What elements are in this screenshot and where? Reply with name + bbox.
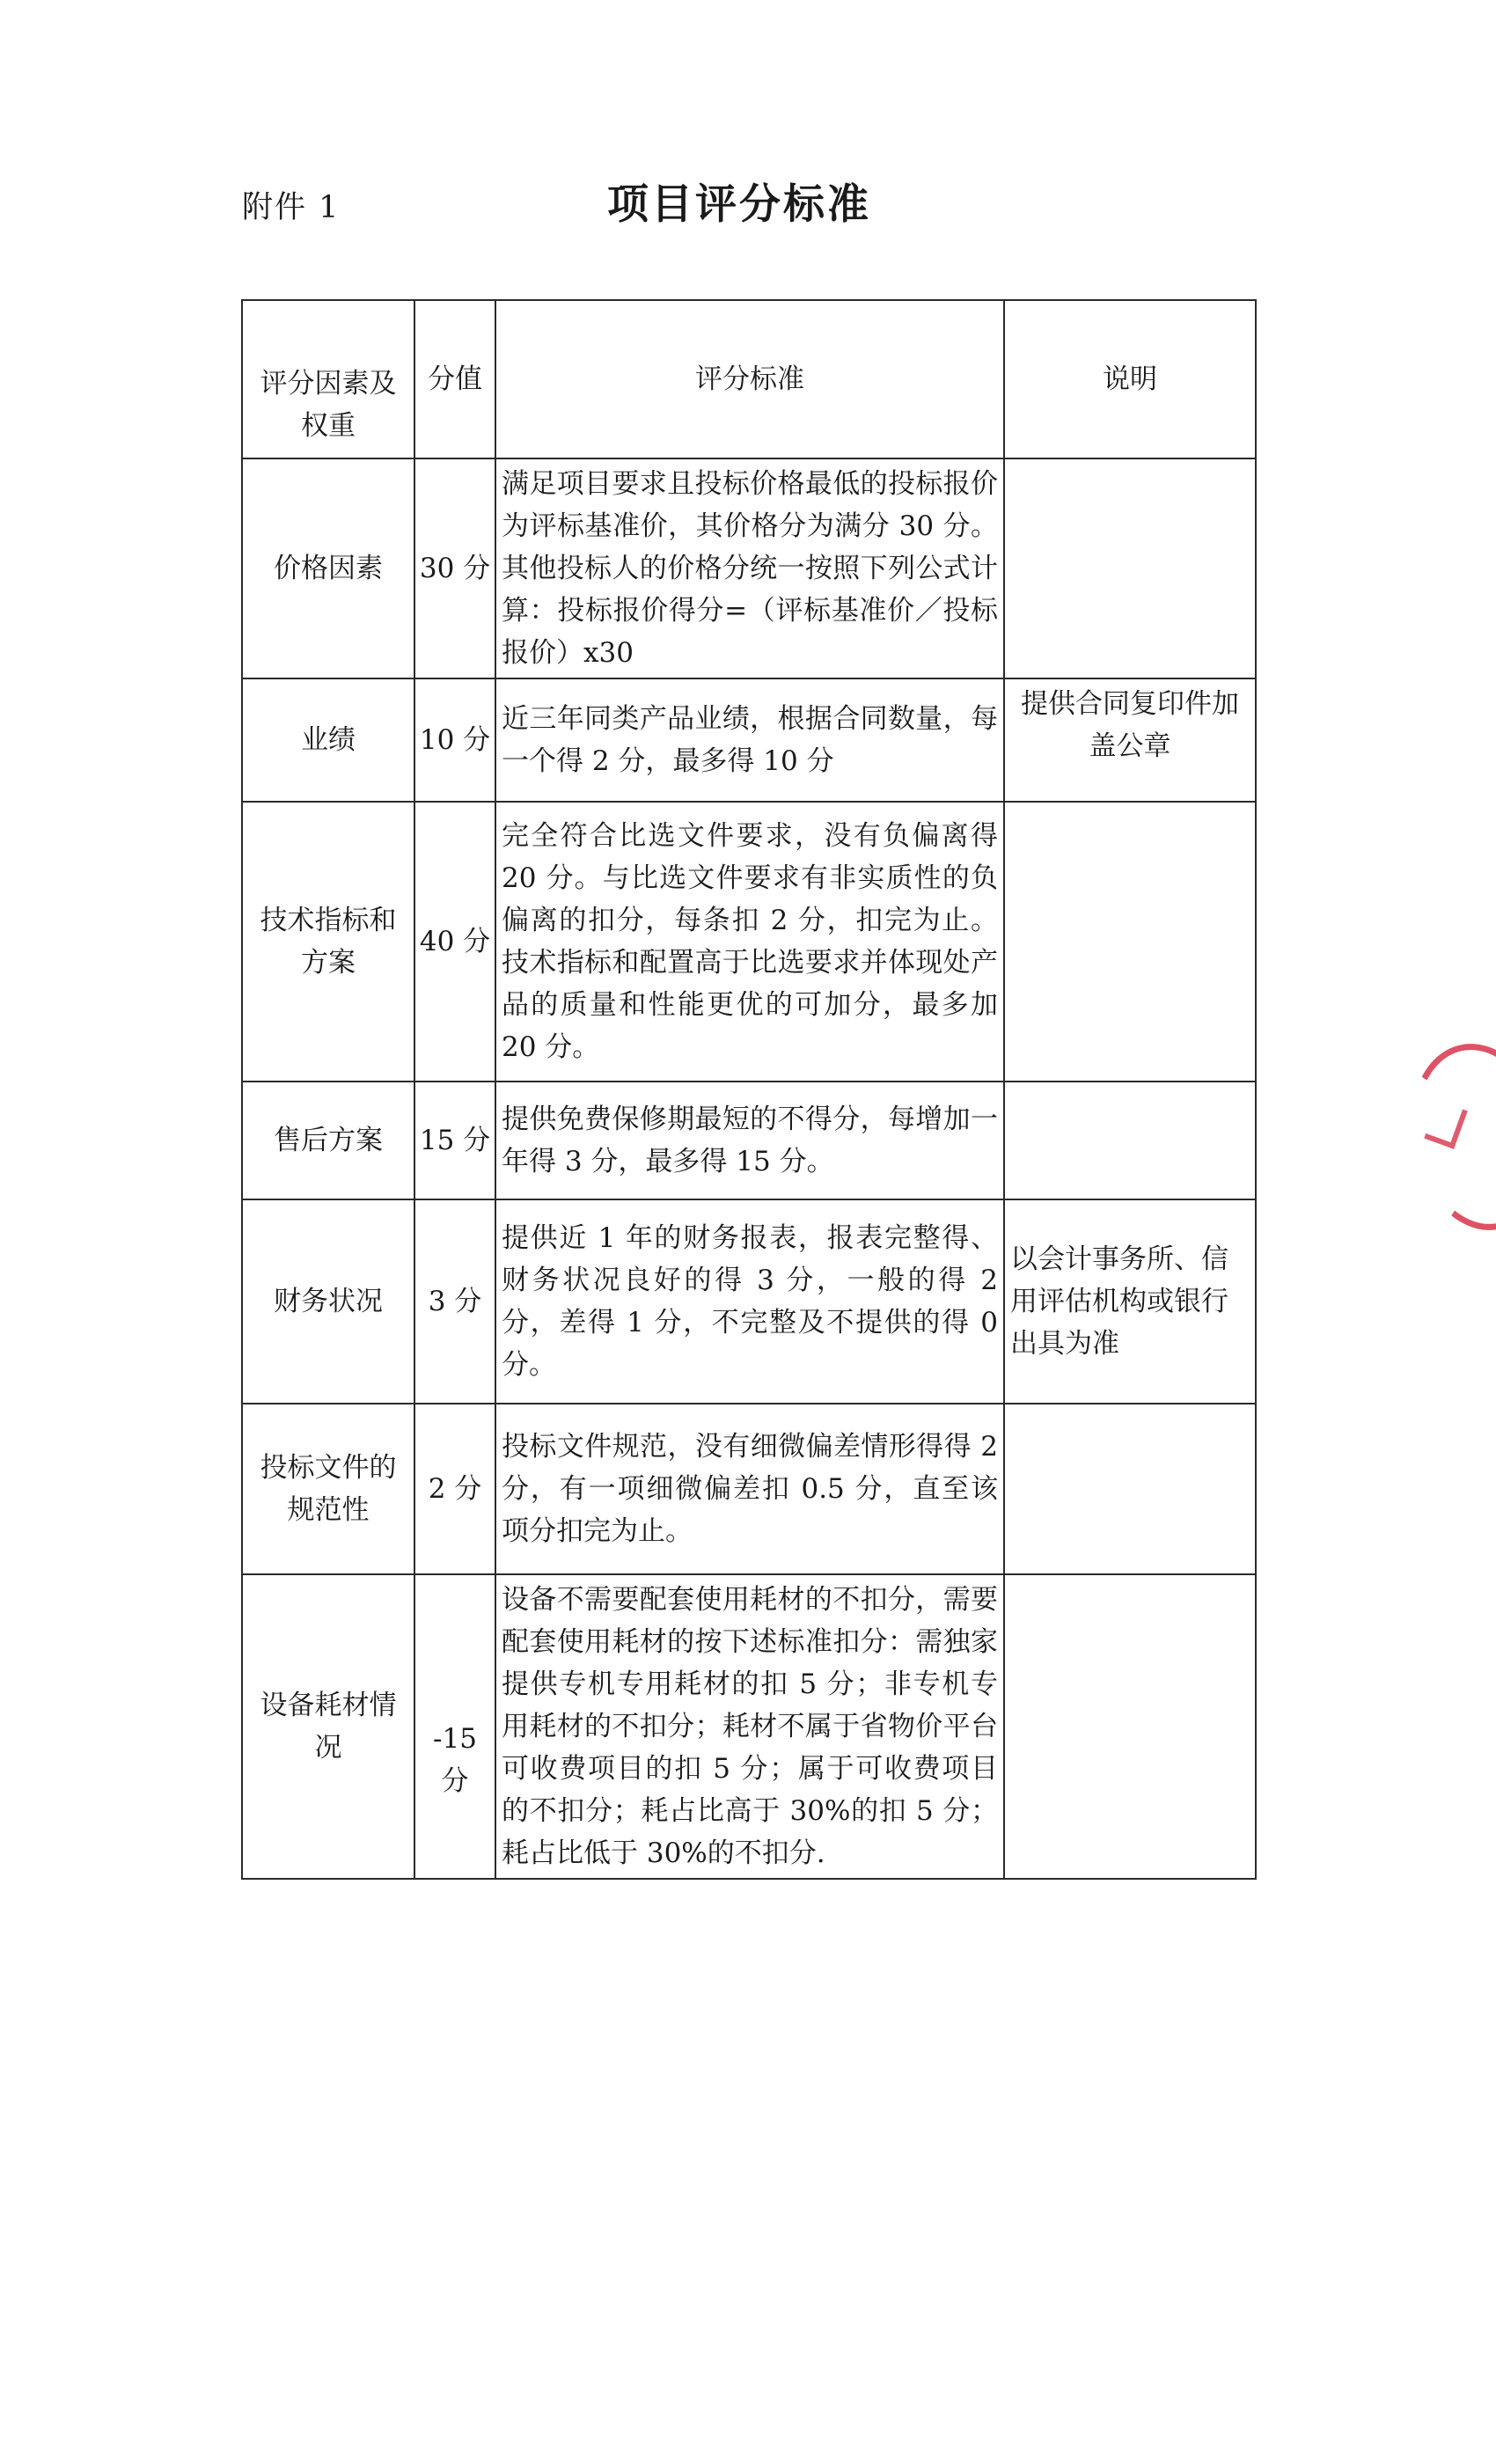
header-factor: 评分因素及权重 bbox=[242, 300, 414, 458]
row-criteria: 提供免费保修期最短的不得分，每增加一年得 3 分，最多得 15 分。 bbox=[495, 1082, 1004, 1199]
row-factor: 业绩 bbox=[242, 678, 414, 802]
table-row bbox=[242, 1199, 1256, 1404]
row-score: 15 分 bbox=[414, 1082, 495, 1199]
row-score: 40 分 bbox=[414, 802, 495, 1082]
row-note bbox=[1004, 1404, 1256, 1574]
page-title: 项目评分标准 bbox=[607, 180, 871, 229]
row-criteria: 设备不需要配套使用耗材的不扣分，需要配套使用耗材的按下述标准扣分：需独家提供专机专用耗材的扣 5 分；非专机专用耗材的不扣分；耗材不属于省物价平台可收费项目的扣 5 分；属于可收费项目的不扣分；耗占比高于 30%的扣 5 分；耗占比低于 30%的不扣分. bbox=[495, 1574, 1004, 1879]
row-score: 3 分 bbox=[414, 1199, 495, 1404]
row-score: 2 分 bbox=[414, 1404, 495, 1574]
header-score: 分值 bbox=[414, 300, 495, 458]
table-row bbox=[242, 802, 1256, 1082]
header-criteria: 评分标准 bbox=[495, 300, 1004, 458]
table-row bbox=[242, 678, 1256, 802]
table-row bbox=[242, 1082, 1256, 1199]
row-score: -15 分 bbox=[414, 1574, 495, 1879]
row-factor: 财务状况 bbox=[242, 1199, 414, 1404]
row-note: 提供合同复印件加盖公章 bbox=[1004, 678, 1256, 802]
table-row bbox=[242, 458, 1256, 678]
row-criteria: 提供近 1 年的财务报表，报表完整得、财务状况良好的得 3 分，一般的得 2 分，差得 1 分，不完整及不提供的得 0 分。 bbox=[495, 1199, 1004, 1404]
header-note: 说明 bbox=[1004, 300, 1256, 458]
row-criteria: 近三年同类产品业绩，根据合同数量，每一个得 2 分，最多得 10 分 bbox=[495, 678, 1004, 802]
scoring-table bbox=[241, 299, 1257, 1880]
row-criteria: 投标文件规范，没有细微偏差情形得得 2 分，有一项细微偏差扣 0.5 分，直至该项分扣完为止。 bbox=[495, 1404, 1004, 1574]
row-note bbox=[1004, 1082, 1256, 1199]
table-row bbox=[242, 1574, 1256, 1879]
row-note bbox=[1004, 802, 1256, 1082]
row-score: 30 分 bbox=[414, 458, 495, 678]
row-note: 以会计事务所、信用评估机构或银行出具为准 bbox=[1004, 1199, 1256, 1404]
row-criteria: 满足项目要求且投标价格最低的投标报价为评标基准价，其价格分为满分 30 分。其他投标人的价格分统一按照下列公式计算：投标报价得分=（评标基准价／投标报价）x30 bbox=[495, 458, 1004, 678]
table-row bbox=[242, 1404, 1256, 1574]
row-factor: 设备耗材情况 bbox=[242, 1574, 414, 1879]
row-criteria: 完全符合比选文件要求，没有负偏离得 20 分。与比选文件要求有非实质性的负偏离的扣分，每条扣 2 分，扣完为止。技术指标和配置高于比选要求并体现处产品的质量和性能更优的可加分，最多加 20 分。 bbox=[495, 802, 1004, 1082]
row-factor: 投标文件的规范性 bbox=[242, 1404, 414, 1574]
row-factor: 售后方案 bbox=[242, 1082, 414, 1199]
row-score: 10 分 bbox=[414, 678, 495, 802]
row-note bbox=[1004, 458, 1256, 678]
row-factor: 技术指标和方案 bbox=[242, 802, 414, 1082]
attachment-label: 附件 1 bbox=[242, 190, 341, 225]
row-factor: 价格因素 bbox=[242, 458, 414, 678]
row-note bbox=[1004, 1574, 1256, 1879]
table-header-row bbox=[242, 300, 1256, 458]
